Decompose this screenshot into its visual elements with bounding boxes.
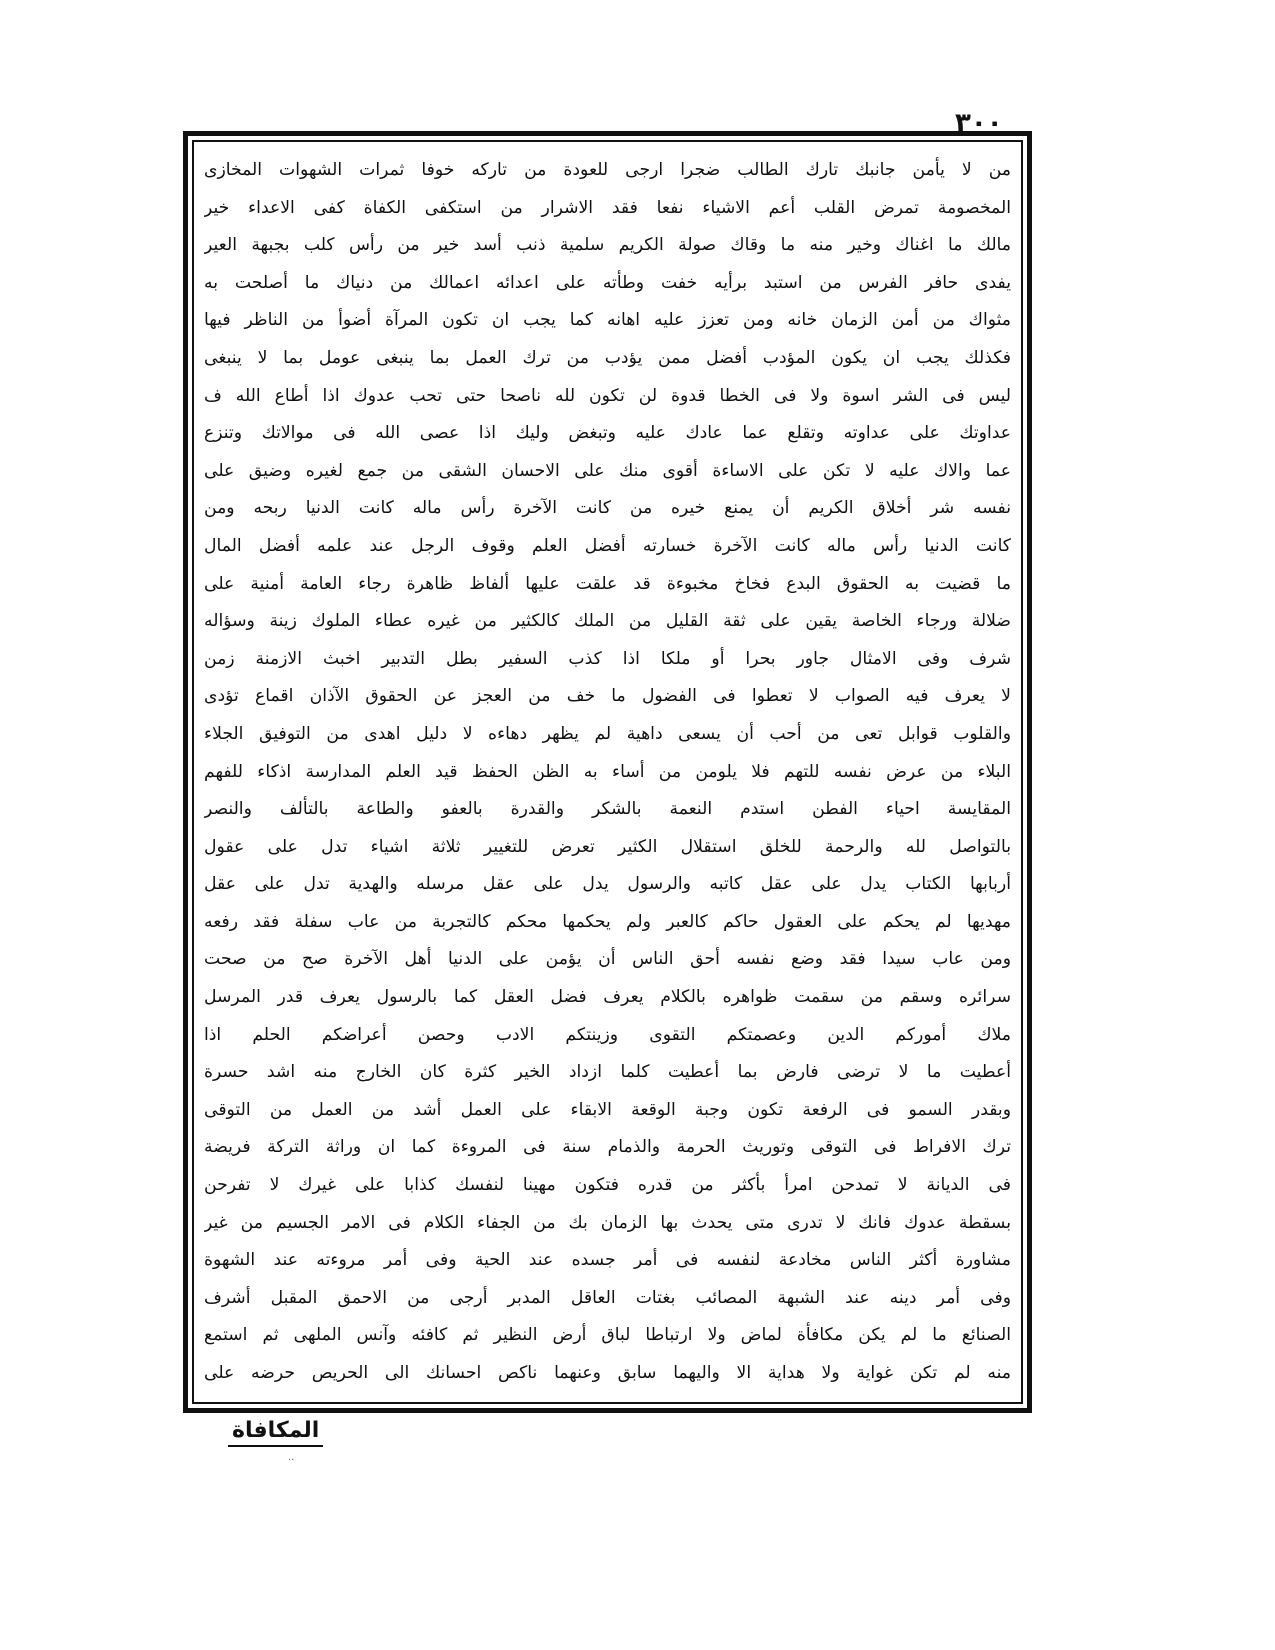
catchword: المكافاة bbox=[228, 1418, 323, 1447]
text-line: المخصومة تمرض القلب أعم الاشياء نفعا فقد الاشرار من استكفى الكفاة كفى الاعداء خير bbox=[204, 197, 1011, 218]
text-line: ليس فى الشر اسوة ولا فى الخطا قدوة لن تكون لله ناصحا حتى تحب عدوك اذا أطاع الله ف bbox=[204, 385, 1011, 406]
text-frame bbox=[192, 140, 1023, 1404]
text-line: ومن عاب سيدا فقد وضع نفسه أحق الناس أن يؤمن على الدنيا أهل الآخرة صح من صحت bbox=[204, 949, 1011, 970]
text-line: عداوتك على عداوته وتقلع عما عادك عليه وتبغض وليك اذا عصى الله فى موالاتك وتنزع bbox=[204, 423, 1011, 444]
text-line: الصنائع ما لم يكن مكافأة لماض ولا ارتباطا لباق أرض النظير ثم كافئه وآنس الملهى ثم استمع bbox=[204, 1325, 1011, 1346]
text-line: شرف وفى الامثال جاور بحرا أو ملكا اذا كذب السفير بطل التدبير اخبث الازمنة زمن bbox=[204, 648, 1011, 669]
text-line: مهديها لم يحكم على العقول حاكم كالعبر ولم يحكمها محكم كالتجربة من عاب سفلة فقد رفعه bbox=[204, 911, 1011, 932]
text-line: ضلالة ورجاء الخاصة يقين على ثقة القليل من الملك كالكثير من غيره عطاء الملوك زينة وسؤاله bbox=[204, 611, 1011, 632]
text-line: أربابها الكتاب يدل على عقل كاتبه والرسول يدل على عقل مرسله والهدية تدل على عقل bbox=[204, 874, 1011, 895]
text-line: والقلوب قوابل تعى من أحب أن يسعى داهية لم يظهر دهاءه لا دليل اهدى من التوفيق الجلاء bbox=[204, 723, 1011, 744]
text-line: مالك ما اغناك وخير منه ما وقاك صولة الكريم سلمية ذنب أسد خير من رأس كلب بجبهة العير bbox=[204, 235, 1011, 256]
text-line: بسقطة عدوك فانك لا تدرى متى يحدث بها الزمان بك من الجفاء الكلام فى الامر الجسيم من غير bbox=[204, 1212, 1011, 1233]
text-line: أعطيت ما لا ترضى فارض بما أعطيت كلما ازداد الخير كثرة كان الخارج منه اشد حسرة bbox=[204, 1062, 1011, 1083]
text-line: كانت الدنيا رأس ماله كانت الآخرة خسارته أفضل العلم وقوف الرجل عند علمه أفضل المال bbox=[204, 535, 1011, 556]
text-line: مشاورة أكثر الناس مخادعة لنفسه فى أمر جسده عند الحية وفى أمر مروءته عند الشهوة bbox=[204, 1250, 1011, 1271]
text-line: نفسه شر أخلاق الكريم أن يمنع خيره من كانت الآخرة رأس ماله كانت الدنيا ربحه ومن bbox=[204, 498, 1011, 519]
text-line: المقايسة احياء الفطن استدم النعمة بالشكر والقدرة بالعفو والطاعة بالتألف والنصر bbox=[204, 799, 1011, 820]
text-line: سرائره وسقم من سقمت ظواهره بالكلام يعرف فضل العقل كما بالرسول يعرف قدر المرسل bbox=[204, 987, 1011, 1008]
page-number: ٣٠٠ bbox=[955, 108, 1003, 138]
text-line: مثواك من أمن الزمان خانه ومن تعزز عليه اهانه كما يجب ان تكون المرآة أضوأ من الناظر فيها bbox=[204, 310, 1011, 331]
text-line: عما والاك عليه لا تكن على الاساءة أقوى منك على الاحسان الشقى من جمع لغيره وضيق على bbox=[204, 460, 1011, 481]
text-line: منه لم تكن غواية ولا هداية الا واليهما سابق وعنهما ناكص احسانك الى الحريص حرضه على bbox=[204, 1363, 1011, 1383]
text-line: من لا يأمن جانبك تارك الطالب ضجرا ارجى للعودة من تاركه خوفا ثمرات الشهوات المخازى bbox=[204, 160, 1011, 180]
text-line: ملاك أموركم الدين وعصمتكم التقوى وزينتكم الادب وحصن أعراضكم الحلم اذا bbox=[204, 1024, 1011, 1045]
text-line: وفى أمر دينه عند الشبهة المصائب بغتات العاقل المدبر أرجى من الاحمق المقبل أشرف bbox=[204, 1287, 1011, 1308]
text-line: وبقدر السمو فى الرفعة تكون وجبة الوقعة الابقاء على العمل أشد من العمل من التوقى bbox=[204, 1099, 1011, 1120]
body-text bbox=[204, 152, 1011, 1393]
text-line: بالتواصل لله والرحمة للخلق استقلال الكثير تعرض للتغيير ثلاثة اشياء تدل على عقول bbox=[204, 836, 1011, 857]
text-line: ترك الافراط فى التوقى وتوريث الحرمة والذمام سنة فى المروءة كما ان وراثة التركة فريضة bbox=[204, 1137, 1011, 1158]
text-line: فكذلك يجب ان يكون المؤدب أفضل ممن يؤدب من ترك العمل بما ينبغى عومل بما لا ينبغى bbox=[204, 347, 1011, 368]
text-line: لا يعرف فيه الصواب لا تعطوا فى الفضول ما خف من العجز عن الحقوق الآذان اقماع تؤدى bbox=[204, 686, 1011, 707]
footer-mark: .. bbox=[288, 1452, 295, 1463]
text-line: البلاء من عرض نفسه للتهم فلا يلومن من أساء به الظن الحفظ قيد العلم المدارسة اذكاء للفهم bbox=[204, 761, 1011, 782]
text-line: ما قضيت به الحقوق البدع فخاخ مخبوءة قد علقت عليها ألفاظ ظاهرة رجاء العامة أمنية على bbox=[204, 573, 1011, 594]
text-line: يفدى حافر الفرس من استبد برأيه خفت وطأته على اعدائه اعمالك من دنياك ما أصلحت به bbox=[204, 272, 1011, 293]
text-line: فى الديانة لا تمدحن امرأ بأكثر من قدره فتكون مهينا لنفسك كذابا على غيرك لا تفرحن bbox=[204, 1175, 1011, 1196]
